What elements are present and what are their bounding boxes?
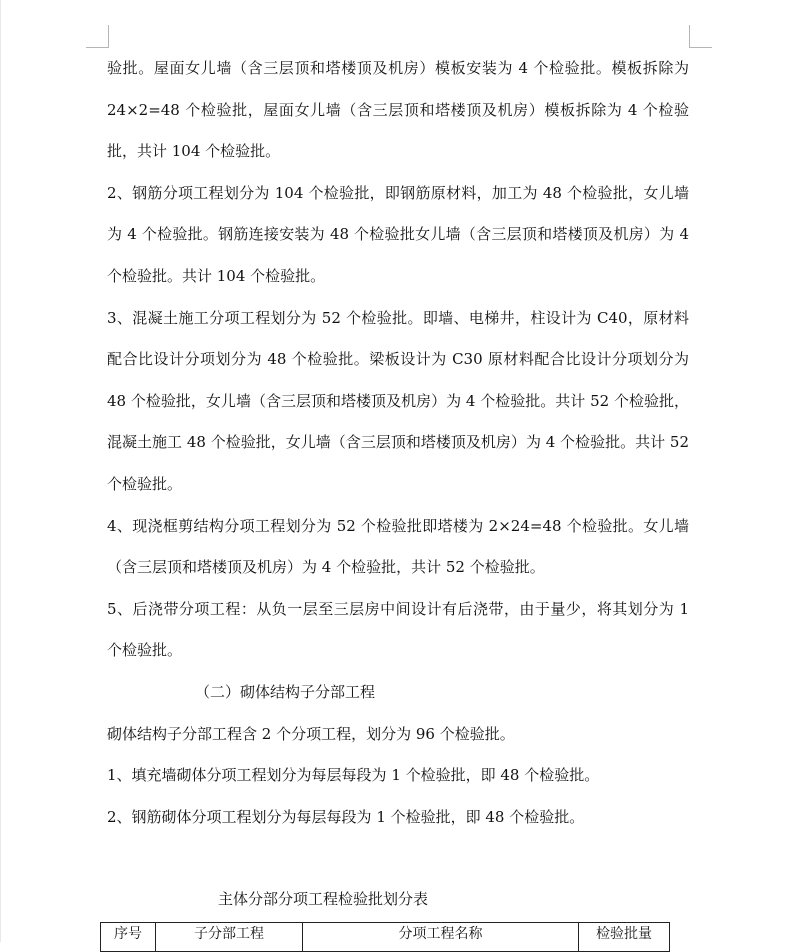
table-title: 主体分部分项工程检验批划分表 — [218, 890, 429, 908]
paragraph-infill-wall: 1、填充墙砌体分项工程划分为每层每段为 1 个检验批，即 48 个检验批。 — [107, 766, 600, 785]
page-edge — [0, 0, 1, 942]
paragraph-concrete: 3、混凝土施工分项工程划分为 52 个检验批。即墙、电梯井，柱设计为 C40，原材料配合比设计分项划分为 48 个检验批。梁板设计为 C30 原材料配合比设计分项划分为 48 个检验批，女儿墙（含三层顶和塔楼顶及机房）为 4 个检验批。共计 52 个检验批，混凝土施工 48 个检验批，女儿墙（含三层顶和塔楼顶及机房）为 4 个检验批。共计 52 个检验批。 — [107, 308, 689, 493]
document-body — [107, 48, 689, 838]
crop-mark-top-left — [86, 25, 109, 48]
section-heading-masonry: （二）砌体结构子分部工程 — [195, 682, 376, 701]
column-header-lot-count: 检验批量 — [579, 923, 670, 952]
paragraph-masonry-intro: 砌体结构子分部工程含 2 个分项工程，划分为 96 个检验批。 — [107, 724, 515, 743]
crop-mark-top-right — [689, 25, 712, 48]
paragraph-post-cast-strip: 5、后浇带分项工程：从负一层至三层房中间设计有后浇带，由于量少，将其划分为 1 个检验批。 — [107, 599, 689, 660]
table-header-row — [101, 923, 670, 952]
paragraph-rebar: 2、钢筋分项工程划分为 104 个检验批，即钢筋原材料，加工为 48 个检验批，女儿墙为 4 个检验批。钢筋连接安装为 48 个检验批女儿墙（含三层顶和塔楼顶及机房）为 4 个检验批。共计 104 个检验批。 — [107, 183, 689, 285]
column-header-serial: 序号 — [101, 923, 156, 952]
paragraph-cast-in-place: 4、现浇框剪结构分项工程划分为 52 个检验批即塔楼为 2×24=48 个检验批。女儿墙（含三层顶和塔楼顶及机房）为 4 个检验批，共计 52 个检验批。 — [107, 516, 689, 577]
column-header-sub-division: 子分部工程 — [156, 923, 303, 952]
column-header-item-name: 分项工程名称 — [303, 923, 579, 952]
paragraph-formwork-continued: 验批。屋面女儿墙（含三层顶和塔楼顶及机房）模板安装为 4 个检验批。模板拆除为 24×2=48 个检验批，屋面女儿墙（含三层顶和塔楼顶及机房）模板拆除为 4 个检验批，共计 104 个检验批。 — [107, 59, 689, 161]
paragraph-reinforced-masonry: 2、钢筋砌体分项工程划分为每层每段为 1 个检验批，即 48 个检验批。 — [107, 807, 585, 826]
inspection-lot-table — [100, 922, 670, 952]
